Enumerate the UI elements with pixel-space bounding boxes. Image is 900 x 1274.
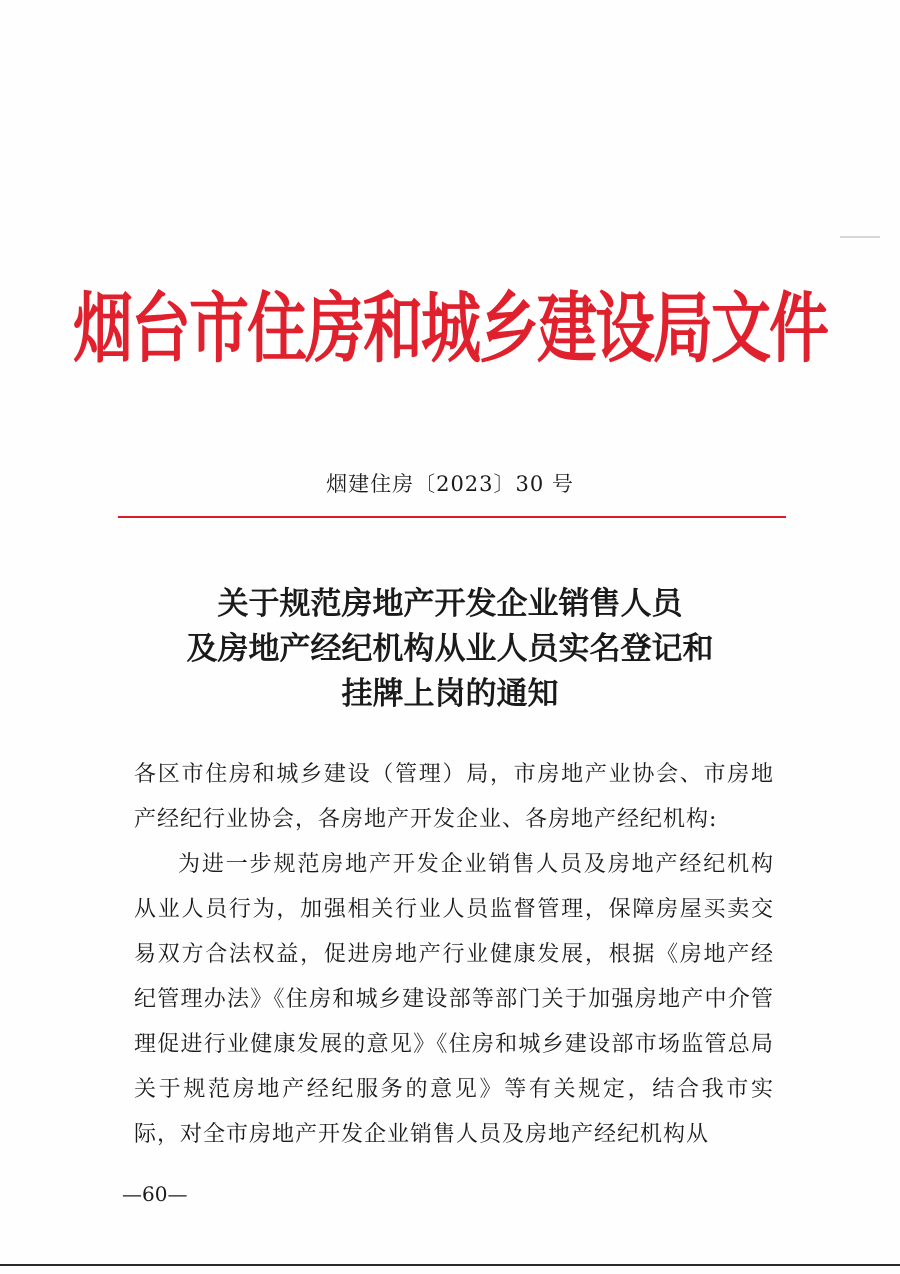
red-divider-line: [118, 516, 786, 518]
scan-edge-line: [0, 1264, 900, 1266]
document-body: [134, 752, 774, 1157]
issuer-header: 烟台市住房和城乡建设局文件: [73, 284, 827, 374]
title-line: 挂牌上岗的通知: [341, 676, 559, 712]
document-number: 烟建住房〔2023〕30 号: [326, 472, 574, 496]
title-line: 及房地产经纪机构从业人员实名登记和: [186, 631, 714, 667]
addressee-paragraph: 各区市住房和城乡建设（管理）局，市房地产业协会、市房地产经纪行业协会，各房地产开发企业、各房地产经纪机构:: [134, 762, 774, 832]
body-paragraph: 为进一步规范房地产开发企业销售人员及房地产经纪机构从业人员行为，加强相关行业人员监督管理，保障房屋买卖交易双方合法权益，促进房地产行业健康发展，根据《房地产经纪管理办法》《住房和城乡建设部等部门关于加强房地产中介管理促进行业健康发展的意见》《住房和城乡建设部市场监管总局关于规范房地产经纪服务的意见》等有关规定，结合我市实际，对全市房地产开发企业销售人员及房地产经纪机构从: [134, 852, 774, 1147]
document-title: [0, 582, 900, 717]
page-number: —60—: [122, 1182, 188, 1206]
scan-artifact: [840, 236, 880, 238]
title-line: 关于规范房地产开发企业销售人员: [217, 586, 683, 622]
